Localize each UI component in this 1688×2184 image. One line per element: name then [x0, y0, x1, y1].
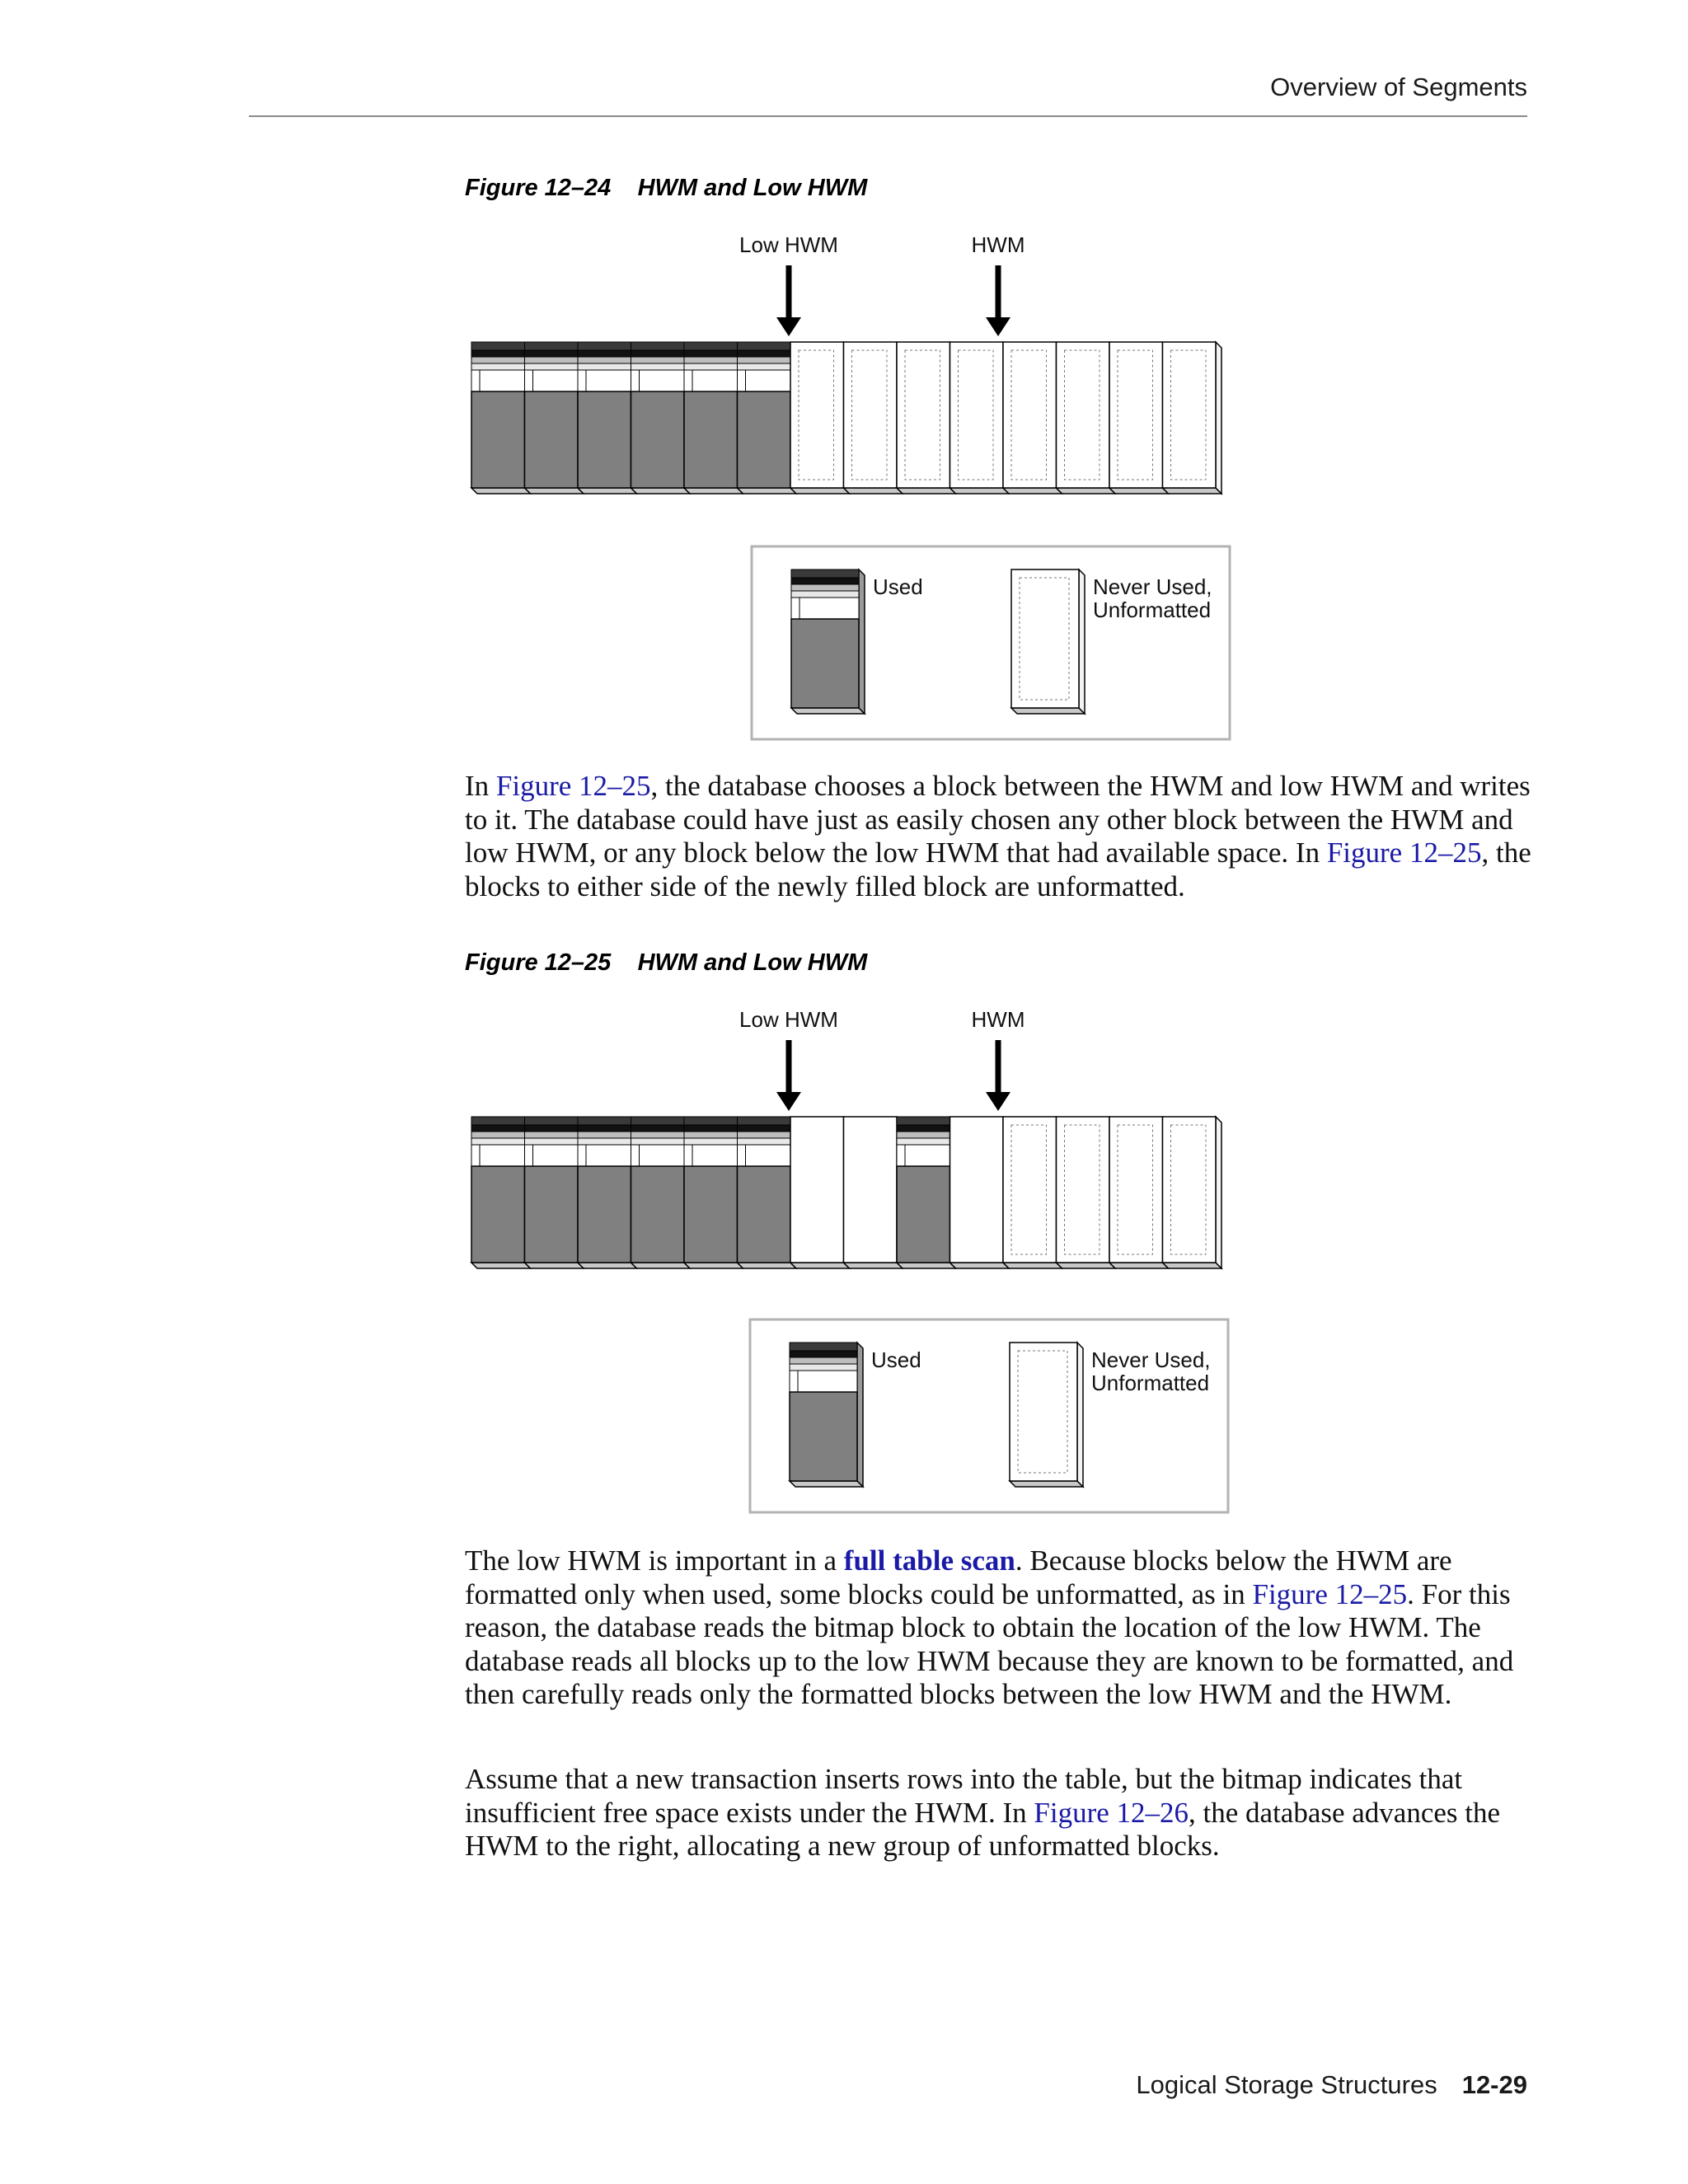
legend-used-label: Used: [873, 574, 923, 599]
formatted-empty-block: [844, 1117, 903, 1268]
unformatted-block: [1003, 342, 1062, 494]
unformatted-block: [1109, 1117, 1169, 1268]
used-block: [525, 342, 584, 494]
unformatted-block: [1163, 1117, 1222, 1268]
figure-diagram-12-24: [462, 227, 1236, 775]
used-block: [578, 1117, 637, 1268]
paragraph-1: In Figure 12–25, the database chooses a block between the HWM and low HWM and writes to it. The database could have just as easily chosen any other block between the HWM and low HWM, or any block below the low HWM that had available space. In Figure 12–25, the blocks to either side of the newly filled block are unformatted.: [465, 770, 1531, 902]
used-block: [631, 1117, 691, 1268]
link-figure-12-25[interactable]: Figure 12–25: [1252, 1577, 1408, 1610]
link-figure-12-25[interactable]: Figure 12–25: [1326, 837, 1482, 869]
used-block: [525, 1117, 584, 1268]
block-row: [471, 342, 1221, 494]
legend-box: [750, 1319, 1228, 1512]
link-figure-12-25[interactable]: Figure 12–25: [495, 770, 651, 802]
used-block: [578, 342, 637, 494]
link-full-table-scan[interactable]: full table scan: [843, 1544, 1015, 1577]
figure-number: Figure 12–24: [465, 175, 612, 201]
unformatted-block: [1003, 1117, 1062, 1268]
figure-title: HWM and Low HWM: [637, 949, 868, 976]
paragraph-3: Assume that a new transaction inserts rows into the table, but the bitmap indicates that insufficient free space exists under the HWM. In Figure 12–26, the database advances the HWM to the right, allocating a new group of unformatted blocks.: [465, 1763, 1501, 1862]
low-hwm-label: Low HWM: [739, 232, 838, 257]
used-block: [684, 1117, 743, 1268]
unformatted-block: [897, 342, 956, 494]
unformatted-block: [1057, 342, 1116, 494]
hwm-arrow-icon: [986, 265, 1010, 336]
legend-unformatted-label: Unformatted: [1091, 1371, 1210, 1395]
link-figure-12-26[interactable]: Figure 12–26: [1034, 1796, 1189, 1829]
legend-never-used-label: Never Used,: [1091, 1347, 1211, 1372]
unformatted-block: [844, 342, 903, 494]
used-block: [738, 1117, 797, 1268]
legend-used-label: Used: [871, 1347, 921, 1372]
low-hwm-label: Low HWM: [739, 1007, 838, 1032]
used-block-icon: [791, 569, 865, 714]
page-number: 12-29: [1461, 2070, 1527, 2099]
unformatted-block-icon: [1010, 1343, 1083, 1487]
figure-caption-12-24: [465, 175, 867, 202]
hwm-arrow-icon: [986, 1040, 1010, 1111]
hwm-label: HWM: [971, 232, 1025, 257]
figure-diagram-12-25: [462, 1001, 1236, 1549]
unformatted-block: [950, 342, 1010, 494]
figure-title: HWM and Low HWM: [637, 175, 868, 201]
unformatted-block: [1109, 342, 1169, 494]
low-hwm-arrow-icon: [776, 265, 801, 336]
legend-unformatted-label: Unformatted: [1093, 598, 1212, 622]
footer-section: Logical Storage Structures: [1136, 2070, 1437, 2099]
used-block-icon: [790, 1343, 863, 1487]
formatted-empty-block: [950, 1117, 1010, 1268]
block-row: [471, 1117, 1221, 1268]
used-block: [471, 1117, 531, 1268]
header-rule: [249, 115, 1527, 117]
low-hwm-arrow-icon: [776, 1040, 801, 1111]
page-footer: [1136, 2070, 1527, 2100]
used-block: [631, 342, 691, 494]
running-header: Overview of Segments: [1270, 73, 1527, 101]
used-block: [738, 342, 797, 494]
used-block: [897, 1117, 956, 1268]
legend-never-used-label: Never Used,: [1093, 574, 1212, 599]
unformatted-block: [790, 342, 850, 494]
paragraph-2: The low HWM is important in a full table scan. Because blocks below the HWM are formatted only when used, some blocks could be unformatted, as in Figure 12–25. For this reason, the database reads the bitmap block to obtain the location of the low HWM. The database reads all blocks up to the low HWM because they are known to be formatted, and then carefully reads only the formatted blocks between the low HWM and the HWM.: [465, 1544, 1514, 1710]
figure-caption-12-25: [465, 949, 867, 977]
used-block: [791, 569, 865, 714]
legend-box: [752, 546, 1230, 739]
unformatted-block: [1011, 569, 1085, 714]
unformatted-block: [1057, 1117, 1116, 1268]
figure-number: Figure 12–25: [465, 949, 612, 976]
used-block: [471, 342, 531, 494]
hwm-label: HWM: [971, 1007, 1025, 1032]
used-block: [790, 1343, 863, 1487]
used-block: [684, 342, 743, 494]
unformatted-block-icon: [1011, 569, 1085, 714]
unformatted-block: [1163, 342, 1222, 494]
formatted-empty-block: [790, 1117, 850, 1268]
unformatted-block: [1010, 1343, 1083, 1487]
